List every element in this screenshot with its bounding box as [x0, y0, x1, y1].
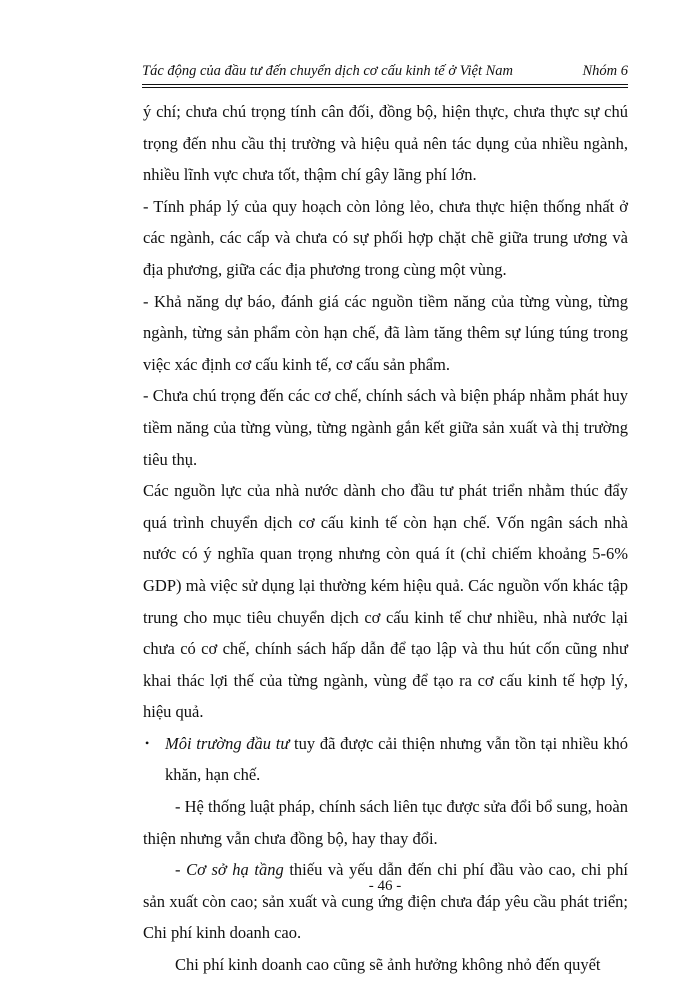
- bullet-item-investment-environment: [143, 728, 628, 791]
- body-text: [143, 96, 628, 981]
- paragraph-legal-system: - Hệ thống luật pháp, chính sách liên tục được sửa đổi bổ sung, hoàn thiện nhưng vẫn chưa đồng bộ, hay thay đổi.: [143, 797, 628, 848]
- infrastructure-text: thiếu và yếu dẫn đến chi phí đầu vào cao, chi phí sản xuất còn cao; sản xuất và cung ứng điện chưa đáp yêu cầu phát triển; Chi phí kinh doanh cao.: [143, 860, 628, 943]
- header-rule-thin: [142, 87, 628, 88]
- paragraph-infrastructure: [143, 854, 628, 949]
- page-number: - 46 -: [368, 878, 402, 894]
- running-header: [142, 62, 628, 82]
- infrastructure-term: Cơ sở hạ tầng: [186, 860, 284, 880]
- paragraph-business-cost: Chi phí kinh doanh cao cũng sẽ ảnh hưởng không nhỏ đến quyết: [175, 955, 601, 975]
- paragraph-2: - Tính pháp lý của quy hoạch còn lỏng lẻo, chưa thực hiện thống nhất ở các ngành, các cấp và chưa có sự phối hợp chặt chẽ giữa trung ương và địa phương, giữa các địa phương trong cùng một vùng.: [143, 196, 628, 279]
- paragraph-4: - Chưa chú trọng đến các cơ chế, chính sách và biện pháp nhằm phát huy tiềm năng của từng vùng, từng ngành gắn kết giữa sản xuất và thị trường tiêu thụ.: [143, 386, 628, 469]
- bullet-italic-term: Môi trường đầu tư: [165, 733, 290, 753]
- dash: -: [175, 860, 187, 880]
- paragraph-1: ý chí; chưa chú trọng tính cân đối, đồng bộ, hiện thực, chưa thực sự chú trọng đến nhu cầu thị trường và hiệu quả nên tác dụng của nhiều ngành, nhiều lĩnh vực chưa tốt, thậm chí gây lãng phí lớn.: [143, 102, 628, 185]
- header-rule-thick: [142, 84, 628, 85]
- bullet-icon: •: [145, 735, 150, 750]
- header-group: Nhóm 6: [582, 63, 628, 79]
- bullet-text: tuy đã được cải thiện nhưng vẫn tồn tại nhiều khó khăn, hạn chế.: [165, 733, 628, 785]
- header-title: Tác động của đầu tư đến chuyển dịch cơ cấu kinh tế ở Việt Nam: [142, 63, 514, 79]
- paragraph-3: - Khả năng dự báo, đánh giá các nguồn tiềm năng của từng vùng, từng ngành, từng sản phẩm còn hạn chế, đã làm tăng thêm sự lúng túng trong việc xác định cơ cấu kinh tế, cơ cấu sản phẩm.: [143, 291, 628, 374]
- paragraph-5: Các nguồn lực của nhà nước dành cho đầu tư phát triển nhằm thúc đẩy quá trình chuyển dịch cơ cấu kinh tế còn hạn chế. Vốn ngân sách nhà nước có ý nghĩa quan trọng nhưng còn quá ít (chỉ chiếm khoảng 5-6% GDP) mà việc sử dụng lại thường kém hiệu quả. Các nguồn vốn khác tập trung cho mục tiêu chuyển dịch cơ cấu kinh tế chư nhiều, nhà nước lại chưa có cơ chế, chính sách hấp dẫn để tạo lập và thu hút cốn cũng như khai thác lợi thế của từng ngành, vùng để tạo ra cơ cấu kinh tế hợp lý, hiệu quả.: [143, 481, 628, 722]
